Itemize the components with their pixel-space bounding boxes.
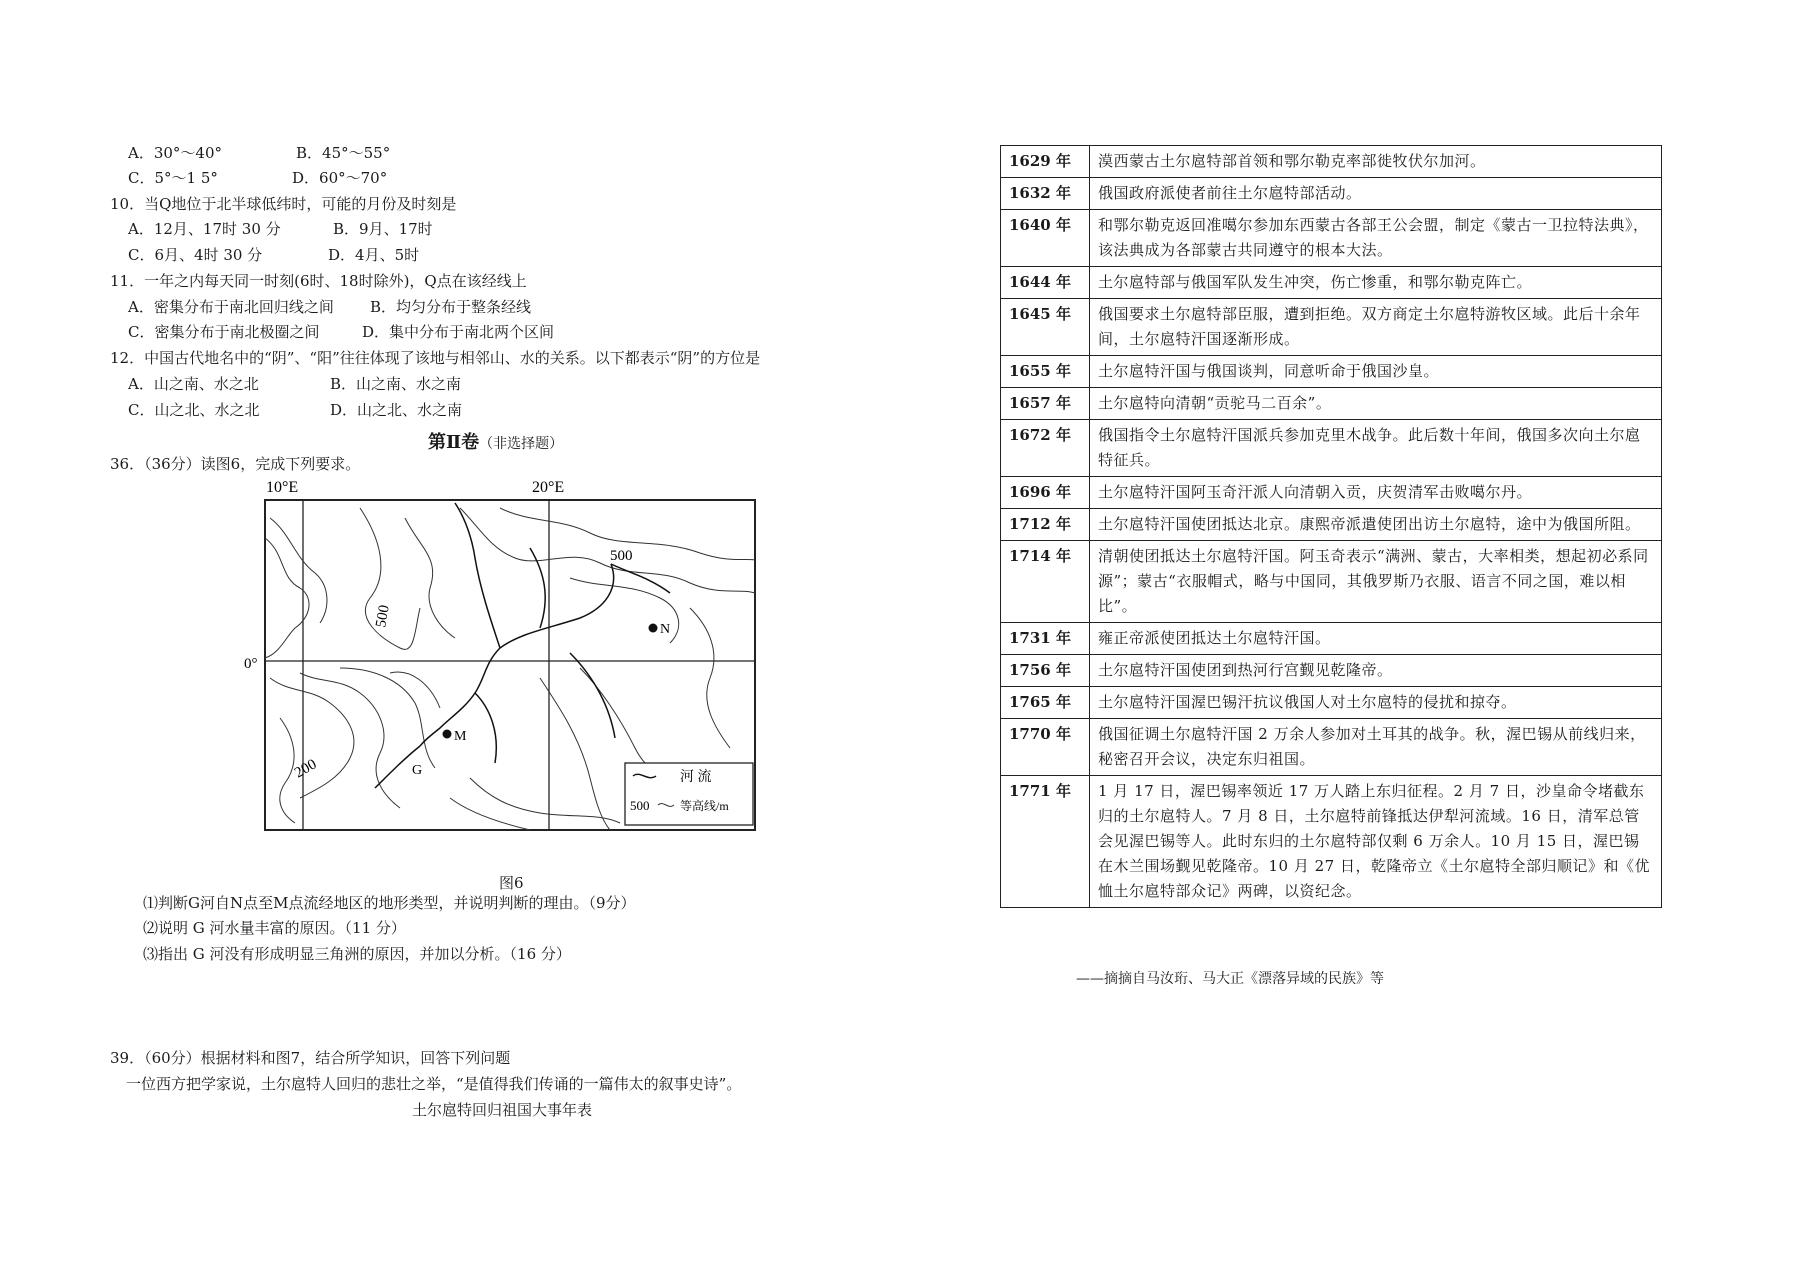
timeline-year: 1756 年: [1001, 655, 1090, 687]
point-m-label: M: [454, 729, 467, 744]
section-2-heading: [428, 428, 563, 454]
timeline-body: [1001, 146, 1662, 908]
longitude-label-20e: 20°E: [532, 479, 565, 496]
timeline-event: 雍正帝派使团抵达土尔扈特汗国。: [1090, 623, 1662, 655]
timeline-row: [1001, 388, 1662, 420]
q36-sub3: ⑶指出 G 河没有形成明显三角洲的原因，并加以分析。（16 分）: [143, 945, 571, 963]
timeline-year: 1770 年: [1001, 719, 1090, 776]
q9-option-b: B．45°～55°: [296, 144, 391, 162]
q11-option-c: C．密集分布于南北极圈之间: [128, 323, 320, 341]
q11-stem: 11．一年之内每天同一时刻(6时、18时除外)，Q点在该经线上: [110, 272, 527, 290]
figure-6-caption: 图6: [499, 874, 524, 892]
timeline-event: 和鄂尔勒克返回准噶尔参加东西蒙古各部王公会盟，制定《蒙古一卫拉特法典》，该法典成为各部蒙古共同遵守的根本大法。: [1090, 210, 1662, 267]
g-river-tributary-n: [455, 503, 500, 648]
point-n-marker: [649, 624, 658, 633]
q12-stem: 12．中国古代地名中的“阴”、“阳”往往体现了该地与相邻山、水的关系。以下都表示“阴”的方位是: [110, 349, 761, 367]
q9-option-d: D．60°～70°: [292, 169, 388, 187]
timeline-source: ——摘摘自马汝珩、马大正《漂落异域的民族》等: [1076, 971, 1384, 987]
q9-option-a: A．30°～40°: [128, 144, 223, 162]
q10-option-a: A．12月、17时 30 分: [128, 220, 281, 238]
timeline-row: [1001, 178, 1662, 210]
section-2-title: 第Ⅱ卷: [428, 432, 480, 453]
timeline-row: [1001, 541, 1662, 623]
q9-option-c: C．5°～1 5°: [128, 169, 218, 187]
timeline-row: [1001, 356, 1662, 388]
q36-sub1: ⑴判断G河自N点至M点流经地区的地形类型，并说明判断的理由。（9分）: [143, 894, 636, 912]
contour-label-500-ne: 500: [610, 548, 633, 564]
q39-quote: 一位西方把学家说，土尔扈特人回归的悲壮之举，“是值得我们传诵的一篇伟太的叙事史诗”。: [126, 1075, 742, 1093]
q39-table-title: 土尔扈特回归祖国大事年表: [412, 1101, 593, 1119]
legend-river-label: 河 流: [680, 770, 712, 785]
g-river-main: [420, 564, 614, 746]
legend-contour-value: 500: [630, 798, 650, 813]
timeline-event: 俄国指令土尔扈特汗国派兵参加克里木战争。此后数十年间，俄国多次向土尔扈特征兵。: [1090, 420, 1662, 477]
timeline-event: 土尔扈特汗国使团到热河行宫觐见乾隆帝。: [1090, 655, 1662, 687]
q11-option-b: B．均匀分布于整条经线: [370, 298, 532, 316]
timeline-row: [1001, 146, 1662, 178]
q39-stem: 39．（60分）根据材料和图7，结合所学知识，回答下列问题: [110, 1049, 511, 1067]
q12-option-c: C．山之北、水之北: [128, 401, 260, 419]
q12-option-d: D．山之北、水之南: [330, 401, 463, 419]
timeline-event: 1 月 17 日，渥巴锡率领近 17 万人踏上东归征程。2 月 7 日，沙皇命令堵截东归的土尔扈特人。7 月 8 日，土尔扈特前锋抵达伊犁河流域。16 日，清军总管会见渥巴锡等人。此时东归的土尔扈特部仅剩 6 万余人。10 月 15 日，渥巴锡在木兰围场觐见乾隆帝。10 月 27 日，乾隆帝立《土尔扈特全部归顺记》和《优恤土尔扈特部众记》两碑，以资纪念。: [1090, 776, 1662, 908]
timeline-event: 俄国政府派使者前往土尔扈特部活动。: [1090, 178, 1662, 210]
timeline-event: 土尔扈特汗国渥巴锡汗抗议俄国人对土尔扈特的侵扰和掠夺。: [1090, 687, 1662, 719]
timeline-event: 漠西蒙古土尔扈特部首领和鄂尔勒克率部徙牧伏尔加河。: [1090, 146, 1662, 178]
timeline-event: 俄国征调土尔扈特汗国 2 万余人参加对土耳其的战争。秋，渥巴锡从前线归来，秘密召开会议，决定东归祖国。: [1090, 719, 1662, 776]
longitude-label-10e: 10°E: [266, 479, 299, 496]
timeline-event: 俄国要求土尔扈特部臣服，遭到拒绝。双方商定土尔扈特游牧区域。此后十余年间，土尔扈特汗国逐渐形成。: [1090, 299, 1662, 356]
g-river-tributary-s: [475, 693, 496, 763]
contour-label-200: 200: [292, 756, 320, 782]
timeline-year: 1629 年: [1001, 146, 1090, 178]
timeline-event: 土尔扈特部与俄国军队发生冲突，伤亡惨重，和鄂尔勒克阵亡。: [1090, 267, 1662, 299]
timeline-year: 1655 年: [1001, 356, 1090, 388]
timeline-row: [1001, 623, 1662, 655]
latitude-label-0: 0°: [244, 656, 258, 672]
q10-option-d: D．4月、5时: [328, 246, 420, 264]
timeline-year: 1731 年: [1001, 623, 1090, 655]
q10-option-b: B．9月、17时: [333, 220, 433, 238]
timeline-year: 1771 年: [1001, 776, 1090, 908]
timeline-event: 土尔扈特汗国阿玉奇汗派人向清朝入贡，庆贺清军击败噶尔丹。: [1090, 477, 1662, 509]
q36-sub2: ⑵说明 G 河水量丰富的原因。（11 分）: [143, 919, 406, 937]
timeline-event: 土尔扈特汗国与俄国谈判，同意听命于俄国沙皇。: [1090, 356, 1662, 388]
timeline-row: [1001, 687, 1662, 719]
timeline-table: [1000, 145, 1662, 908]
q11-option-a: A．密集分布于南北回归线之间: [128, 298, 334, 316]
section-2-subtitle: （非选择题）: [479, 436, 564, 452]
legend-contour-label: 等高线/m: [680, 799, 729, 813]
q12-option-a: A．山之南、水之北: [128, 375, 259, 393]
timeline-row: [1001, 776, 1662, 908]
q10-stem: 10．当Q地位于北半球低纬时，可能的月份及时刻是: [110, 195, 457, 213]
timeline-year: 1644 年: [1001, 267, 1090, 299]
q11-option-d: D．集中分布于南北两个区间: [362, 323, 555, 341]
timeline-year: 1712 年: [1001, 509, 1090, 541]
timeline-year: 1657 年: [1001, 388, 1090, 420]
g-river-system: [375, 503, 670, 788]
timeline-event: 土尔扈特汗国使团抵达北京。康熙帝派遣使团出访土尔扈特，途中为俄国所阻。: [1090, 509, 1662, 541]
timeline-year: 1645 年: [1001, 299, 1090, 356]
point-n-label: N: [660, 622, 671, 637]
timeline-year: 1672 年: [1001, 420, 1090, 477]
timeline-event: 清朝使团抵达土尔扈特汗国。阿玉奇表示“满洲、蒙古，大率相类，想起初必系同源”；蒙古“衣服帽式，略与中国同，其俄罗斯乃衣服、语言不同之国，难以相比”。: [1090, 541, 1662, 623]
timeline-year: 1640 年: [1001, 210, 1090, 267]
point-g-label: G: [412, 763, 423, 778]
timeline-row: [1001, 477, 1662, 509]
timeline-row: [1001, 267, 1662, 299]
q10-option-c: C．6月、4时 30 分: [128, 246, 263, 264]
timeline-year: 1632 年: [1001, 178, 1090, 210]
q12-option-b: B．山之南、水之南: [330, 375, 462, 393]
timeline-row: [1001, 719, 1662, 776]
timeline-row: [1001, 509, 1662, 541]
timeline-year: 1696 年: [1001, 477, 1090, 509]
g-river-tributary-ne: [611, 564, 670, 593]
timeline-row: [1001, 420, 1662, 477]
timeline-year: 1714 年: [1001, 541, 1090, 623]
point-m-marker: [443, 730, 452, 739]
timeline-row: [1001, 210, 1662, 267]
timeline-year: 1765 年: [1001, 687, 1090, 719]
timeline-event: 土尔扈特向清朝“贡驼马二百余”。: [1090, 388, 1662, 420]
timeline-row: [1001, 655, 1662, 687]
q36-stem: 36．（36分）读图6，完成下列要求。: [110, 455, 361, 473]
map-legend: [625, 763, 753, 825]
g-river-tributary-se: [570, 653, 615, 738]
contour-label-500-w: 500: [373, 603, 393, 629]
timeline-row: [1001, 299, 1662, 356]
figure-6-map: [240, 478, 820, 838]
